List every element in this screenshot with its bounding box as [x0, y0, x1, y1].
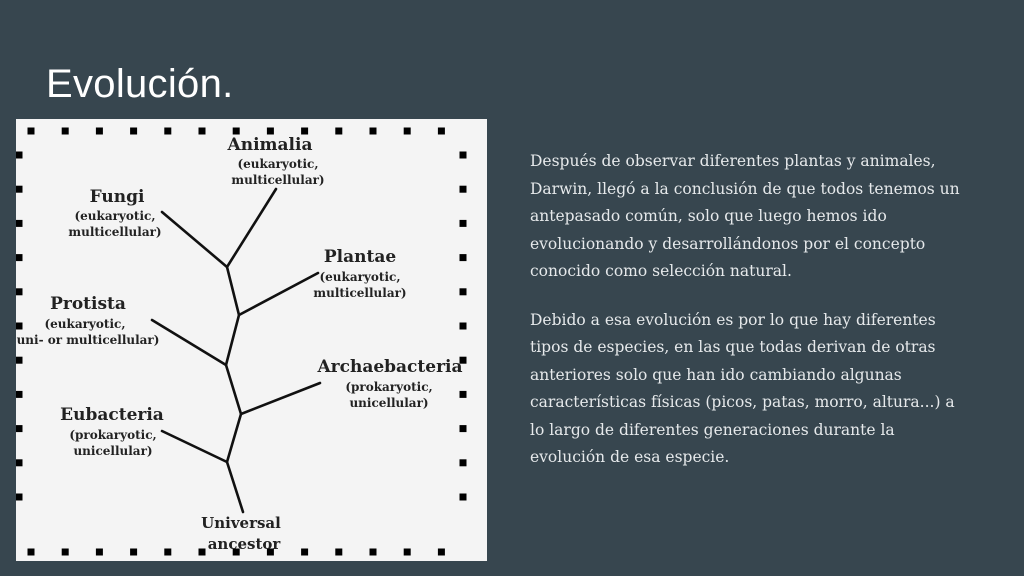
tree-branches	[152, 189, 320, 512]
border-dot	[460, 186, 467, 193]
border-dot	[16, 494, 23, 501]
border-dot	[62, 549, 69, 556]
border-dot	[16, 323, 23, 330]
border-dot	[28, 549, 35, 556]
node-name-universal: Universal	[201, 514, 281, 532]
border-dot	[404, 549, 411, 556]
border-dot	[28, 128, 35, 135]
border-dot	[16, 254, 23, 261]
branch-plantae	[239, 273, 318, 315]
node-sub-eubacteria-2: unicellular)	[73, 444, 153, 458]
border-dot	[460, 220, 467, 227]
border-dot	[16, 459, 23, 466]
border-dot	[16, 391, 23, 398]
border-dot	[164, 128, 171, 135]
node-plantae	[313, 247, 406, 300]
node-name-fungi: Fungi	[89, 187, 145, 207]
node-sub-fungi-2: multicellular)	[68, 225, 162, 239]
node-name-plantae: Plantae	[323, 247, 397, 267]
border-dot	[16, 288, 23, 295]
border-dot	[301, 128, 308, 135]
branch-fungi	[162, 212, 227, 267]
border-dot	[460, 323, 467, 330]
border-dot	[460, 391, 467, 398]
border-dot	[16, 152, 23, 159]
border-dot	[370, 549, 377, 556]
node-protista	[17, 294, 160, 347]
border-dot	[438, 128, 445, 135]
node-name-archaebacteria: Archaebacteria	[317, 357, 463, 377]
node-fungi	[68, 187, 161, 239]
border-dot	[460, 459, 467, 466]
border-dot	[233, 128, 240, 135]
node-sub-plantae-2: multicellular)	[313, 286, 407, 300]
node-sub-archaebacteria-1: (prokaryotic,	[345, 380, 433, 394]
border-dot	[335, 128, 342, 135]
border-dot	[130, 128, 137, 135]
node-sub-archaebacteria-2: unicellular)	[349, 396, 429, 410]
border-dot	[96, 128, 103, 135]
node-sub-eubacteria-1: (prokaryotic,	[69, 428, 157, 442]
node-sub-fungi-1: (eukaryotic,	[74, 209, 156, 223]
node-sub-animalia-1: (eukaryotic,	[237, 157, 319, 171]
border-dot	[438, 549, 445, 556]
border-dot	[460, 494, 467, 501]
border-dot	[267, 128, 274, 135]
node-sub-plantae-1: (eukaryotic,	[319, 270, 401, 284]
border-dot	[16, 186, 23, 193]
branch-protista	[152, 320, 226, 365]
border-dot	[16, 220, 23, 227]
paragraph-evolution: Debido a esa evolución es por lo que hay diferentes tipos de especies, en las que todas derivan de otras anteriores solo que han ido cambiando algunas características físicas (picos, patas, morro, altura...) a lo largo de diferentes generaciones durante la evolución de esa especie.	[530, 310, 955, 466]
node-eubacteria	[60, 405, 164, 458]
border-dot	[16, 425, 23, 432]
border-dot	[199, 549, 206, 556]
tree-of-life-svg	[16, 119, 487, 561]
border-dot	[199, 128, 206, 135]
border-dot	[164, 549, 171, 556]
border-dot	[335, 549, 342, 556]
node-sub-animalia-2: multicellular)	[231, 173, 325, 187]
branch-archaebacteria	[241, 383, 320, 414]
paragraph-darwin: Después de observar diferentes plantas y animales, Darwin, llegó a la conclusión de que todos tenemos un antepasado común, solo que luego hemos ido evolucionando y desarrollándonos por el concepto conocido como selección natural.	[530, 152, 960, 280]
border-dot	[16, 357, 23, 364]
node-sub-protista-1: (eukaryotic,	[44, 317, 126, 331]
tree-of-life-diagram	[16, 119, 487, 561]
border-dot	[96, 549, 103, 556]
border-dot	[460, 288, 467, 295]
node-name-protista: Protista	[50, 294, 126, 314]
border-dot	[460, 152, 467, 159]
trunk-branch	[226, 189, 276, 512]
node-name-ancestor: ancestor	[207, 535, 281, 553]
border-dot	[370, 128, 377, 135]
node-sub-protista-2: uni- or multicellular)	[16, 333, 160, 347]
slide-title: Evolución.	[46, 62, 234, 106]
border-dot	[460, 425, 467, 432]
border-dot	[404, 128, 411, 135]
node-name-eubacteria: Eubacteria	[60, 405, 164, 425]
border-dot	[130, 549, 137, 556]
body-text	[530, 148, 970, 493]
node-archaebacteria	[316, 357, 462, 410]
border-dot	[301, 549, 308, 556]
node-universal-ancestor	[201, 514, 281, 553]
node-animalia	[227, 135, 325, 187]
node-name-animalia: Animalia	[227, 135, 313, 155]
border-dot	[460, 254, 467, 261]
branch-eubacteria	[162, 431, 227, 462]
border-dot	[62, 128, 69, 135]
